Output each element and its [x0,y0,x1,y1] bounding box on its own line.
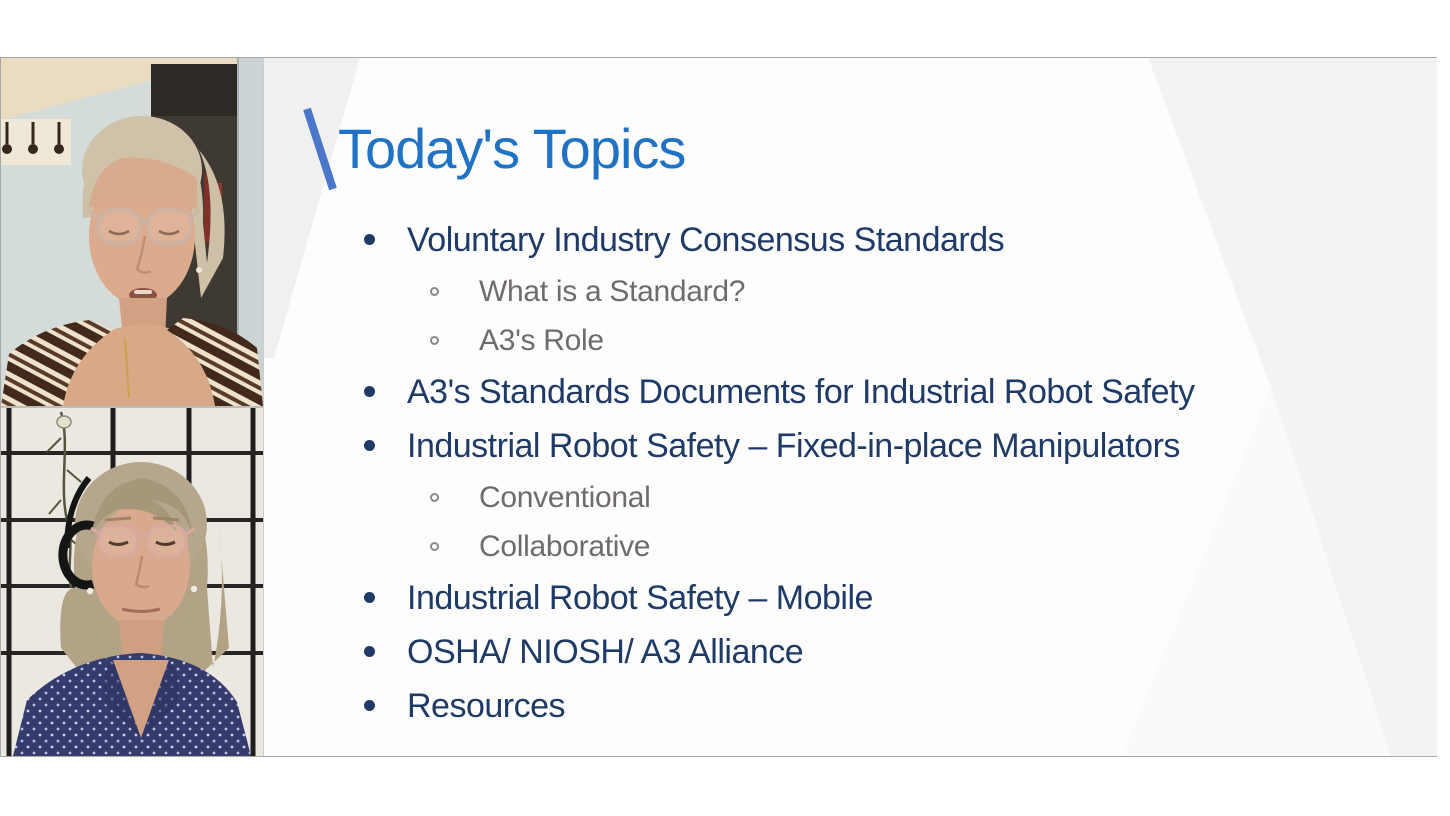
topic-list [360,220,1340,740]
coat-rack [1,119,71,165]
earring [196,267,202,273]
topic-text: A3's Role [479,324,604,357]
slide-title: Today's Topics [338,117,686,180]
meeting-content-area [0,57,1437,757]
bullet-circle-icon [430,542,439,551]
bullet-dot-icon [364,700,375,711]
webcam-tile-presenter-bottom[interactable] [1,408,263,756]
topic-text: Resources [407,687,566,725]
topic-bullet [360,632,1340,672]
presenter-bottom-video [1,408,263,756]
topic-text: What is a Standard? [479,275,746,308]
bullet-dot-icon [364,646,375,657]
topic-bullet [360,578,1340,618]
topic-text: Industrial Robot Safety – Fixed-in-place Manipulators [407,427,1180,465]
topic-bullet [360,220,1340,260]
topic-bullet [360,686,1340,726]
topic-bullet [360,426,1340,466]
bullet-dot-icon [364,386,375,397]
bullet-dot-icon [364,592,375,603]
bullet-circle-icon [430,336,439,345]
participant-video-column [1,58,263,756]
topic-text: A3's Standards Documents for Industrial Robot Safety [407,373,1195,411]
earring-right [191,586,197,592]
topic-text: Conventional [479,481,651,514]
topic-sub-bullet [360,529,1340,565]
topic-bullet [360,372,1340,412]
topic-sub-bullet [360,323,1340,359]
topic-text: Voluntary Industry Consensus Standards [407,221,1005,259]
presenter-top-video [1,58,263,406]
topic-text: OSHA/ NIOSH/ A3 Alliance [407,633,804,671]
webcam-tile-presenter-top[interactable] [1,58,263,406]
shared-slide [263,58,1437,756]
topic-text: Industrial Robot Safety – Mobile [407,579,873,617]
bullet-dot-icon [364,234,375,245]
earring-left [87,588,93,594]
bullet-circle-icon [430,493,439,502]
topic-sub-bullet [360,274,1340,310]
topic-sub-bullet [360,480,1340,516]
bullet-circle-icon [430,287,439,296]
bullet-dot-icon [364,440,375,451]
topic-text: Collaborative [479,530,651,563]
title-accent-slash-icon [302,106,338,192]
